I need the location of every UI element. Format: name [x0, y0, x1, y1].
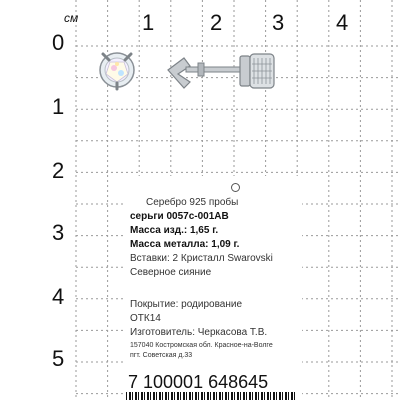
label-inserts: Вставки: 2 Кристалл Swarovski: [130, 253, 273, 264]
earring-side: [168, 54, 274, 88]
ruler-x-tick-2: 2: [210, 10, 223, 35]
label-material: Серебро 925 пробы: [146, 197, 239, 208]
label-metal-weight: Масса металла: 1,09 г.: [130, 239, 240, 250]
ruler-unit-label: см: [64, 11, 79, 25]
ruler-x-tick-1: 1: [142, 10, 155, 35]
label-otk: ОТК14: [130, 313, 161, 324]
label-article: серьги 0057с-001АВ: [130, 211, 229, 222]
earring-front: [100, 53, 134, 89]
ruler-y-tick-1: 1: [52, 94, 65, 119]
ruler-y-tick-4: 4: [52, 284, 65, 309]
ruler-x-tick-4: 4: [336, 10, 349, 35]
label-address-line-2: пгт. Советская д.33: [130, 352, 193, 359]
ruler-y-tick-3: 3: [52, 220, 65, 245]
label-address-line-1: 157040 Костромская обл. Красное-на-Волге: [130, 342, 273, 349]
ruler-x-tick-3: 3: [272, 10, 285, 35]
label-insert-color: Северное сияние: [130, 267, 212, 278]
label-hole: [231, 183, 240, 192]
label-coating: Покрытие: родирование: [130, 299, 243, 310]
label-manufacturer: Изготовитель: Черкасова Т.В.: [130, 327, 268, 338]
product-label: [124, 176, 302, 400]
ruler-y-tick-5: 5: [52, 346, 65, 371]
ruler-y-tick-0: 0: [52, 30, 65, 55]
label-item-weight: Масса изд.: 1,65 г.: [130, 225, 219, 236]
barcode-bars: [126, 392, 296, 400]
ruler-y-tick-2: 2: [52, 158, 65, 183]
barcode-number: 7 100001 648645: [128, 372, 269, 392]
